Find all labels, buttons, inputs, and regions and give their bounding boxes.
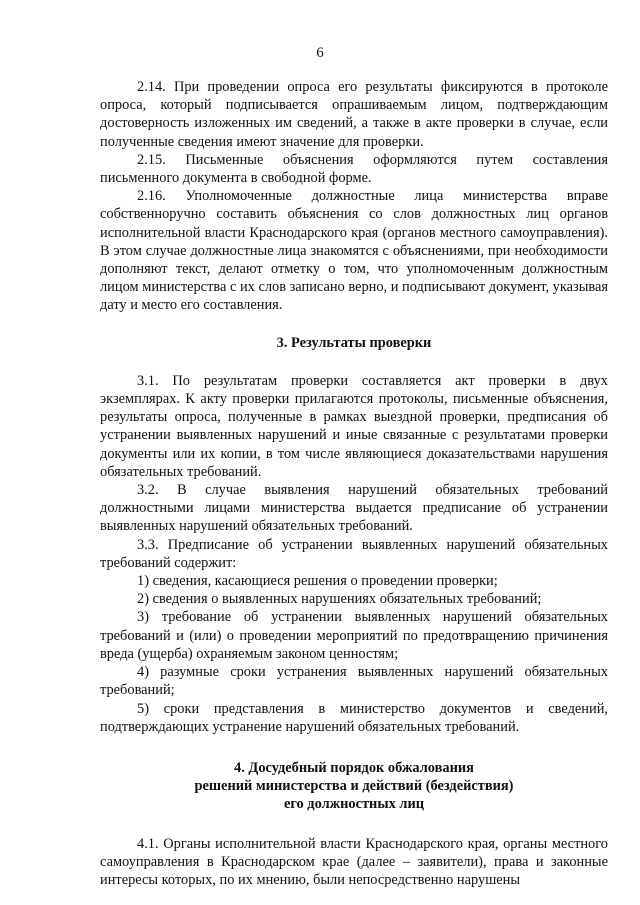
- document-body: [100, 78, 608, 889]
- section-4-heading-line-1: 4. Досудебный порядок обжалования: [234, 759, 474, 776]
- section-4-heading-line-2: решений министерства и действий (бездействия): [194, 778, 514, 795]
- list-item-5: 5) сроки представления в министерство документов и сведений, подтверждающих устранение нарушений обязательных требований.: [100, 700, 608, 735]
- paragraph-2-16: 2.16. Уполномоченные должностные лица министерства вправе собственноручно составить объяснения со слов должностных лиц органов исполнительной власти Краснодарского края (органов местного самоуправления). В этом случае должностные лица знакомятся с объяснениями, при необходимости дополняют текст, делают отметку о том, что уполномоченным должностным лицом министерства с их слов записано верно, и подписывают документ, указывая дату и место его составления.: [100, 188, 608, 314]
- section-4-heading: [100, 759, 608, 814]
- paragraph-3-2: 3.2. В случае выявления нарушений обязательных требований должностными лицами министерства выдается предписание об устранении выявленных нарушений обязательных требований.: [100, 482, 608, 535]
- page-number: 6: [316, 45, 324, 61]
- list-item-4: 4) разумные сроки устранения выявленных нарушений обязательных требований;: [100, 664, 608, 699]
- section-3-heading: 3. Результаты проверки: [276, 334, 432, 351]
- paragraph-2-15: 2.15. Письменные объяснения оформляются путем составления письменного документа в свободной форме.: [100, 151, 608, 187]
- list-item-2: 2) сведения о выявленных нарушениях обязательных требований;: [137, 591, 542, 608]
- section-4-heading-line-3: его должностных лиц: [283, 796, 425, 813]
- list-item-1: 1) сведения, касающиеся решения о проведении проверки;: [137, 573, 498, 590]
- list-item-3: 3) требование об устранении выявленных нарушений обязательных требований и (или) о проведении мероприятий по предотвращению причинения вреда (ущерба) охраняемым законом ценностям;: [100, 609, 608, 662]
- paragraph-3-1: 3.1. По результатам проверки составляется акт проверки в двух экземплярах. К акту проверки прилагаются протоколы, письменные объяснения, результаты опроса, полученные в рамках выездной проверки, предписания об устранении выявленных нарушений и иные связанные с результатами проверки документы или их копии, в том числе являющиеся доказательствами нарушения обязательных требований.: [100, 372, 608, 480]
- paragraph-3-3: 3.3. Предписание об устранении выявленных нарушений обязательных требований содержит:: [100, 536, 608, 571]
- paragraph-4-1: 4.1. Органы исполнительной власти Краснодарского края, органы местного самоуправления в Краснодарском крае (далее – заявители), права и законные интересы которых, по их мнению, были непосредственно нарушены: [100, 835, 608, 888]
- paragraph-2-14: 2.14. При проведении опроса его результаты фиксируются в протоколе опроса, который подписывается опрашиваемым лицом, подтверждающим достоверность изложенных им сведений, а также в акте проверки в случае, если полученные сведения имеют значение для проверки.: [100, 79, 608, 150]
